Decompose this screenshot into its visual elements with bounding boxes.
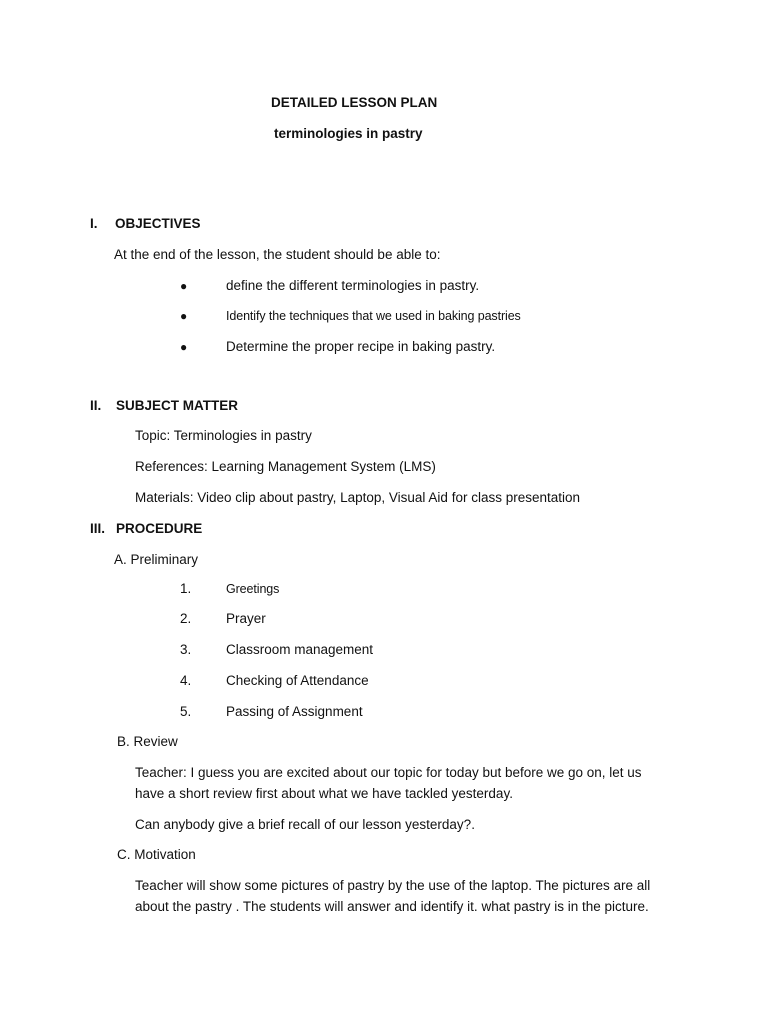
review-text-line: have a short review first about what we have tackled yesterday. — [135, 786, 513, 801]
preliminary-item: Prayer — [226, 611, 266, 626]
subject-references: References: Learning Management System (LMS) — [135, 459, 436, 474]
subsection-motivation: C. Motivation — [117, 847, 196, 862]
section-numeral-subject-matter: II. — [90, 398, 102, 413]
objective-item: define the different terminologies in pastry. — [226, 278, 480, 293]
subsection-preliminary: A. Preliminary — [114, 552, 199, 567]
review-question: Can anybody give a brief recall of our lesson yesterday?. — [135, 817, 475, 832]
bullet-icon: ● — [180, 279, 188, 293]
list-number: 4. — [180, 673, 192, 688]
bullet-icon: ● — [180, 340, 188, 354]
motivation-text-line: Teacher will show some pictures of pastry by the use of the laptop. The pictures are all — [135, 878, 651, 893]
list-number: 2. — [180, 611, 192, 626]
subject-materials: Materials: Video clip about pastry, Laptop, Visual Aid for class presentation — [135, 490, 581, 505]
section-heading-procedure: PROCEDURE — [116, 521, 203, 536]
list-number: 5. — [180, 704, 192, 719]
preliminary-item: Classroom management — [226, 642, 374, 657]
review-text-line: Teacher: I guess you are excited about our topic for today but before we go on, let us — [135, 765, 642, 780]
objectives-intro: At the end of the lesson, the student should be able to: — [114, 247, 441, 262]
document-subtitle: terminologies in pastry — [274, 126, 423, 141]
objective-item: Determine the proper recipe in baking pastry. — [226, 339, 496, 354]
subsection-review: B. Review — [117, 734, 178, 749]
section-numeral-procedure: III. — [90, 521, 106, 536]
subject-topic: Topic: Terminologies in pastry — [135, 428, 312, 443]
section-numeral-objectives: I. — [90, 216, 98, 231]
section-heading-subject-matter: SUBJECT MATTER — [116, 398, 239, 413]
objective-item: Identify the techniques that we used in baking pastries — [226, 309, 521, 323]
document-title: DETAILED LESSON PLAN — [271, 95, 438, 110]
preliminary-item: Greetings — [226, 582, 280, 596]
section-heading-objectives: OBJECTIVES — [115, 216, 201, 231]
preliminary-item: Passing of Assignment — [226, 704, 363, 719]
motivation-text-line: about the pastry . The students will answer and identify it. what pastry is in the picture. — [135, 899, 649, 914]
list-number: 3. — [180, 642, 192, 657]
preliminary-item: Checking of Attendance — [226, 673, 369, 688]
bullet-icon: ● — [180, 309, 188, 323]
list-number: 1. — [180, 581, 192, 596]
